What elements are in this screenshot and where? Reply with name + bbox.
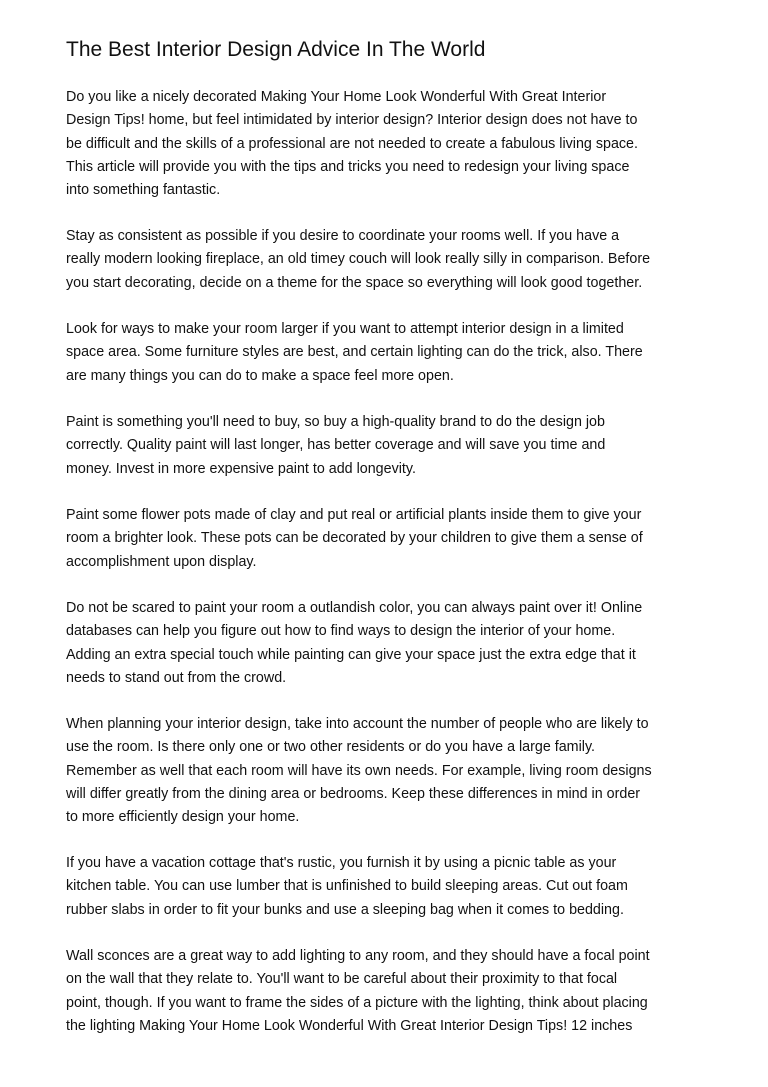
paragraph-line: kitchen table. You can use lumber that is unfinished to build sleeping areas. Cut out foam [66,878,628,895]
paragraph-line: be difficult and the skills of a professional are not needed to create a fabulous living space. [66,135,638,152]
paragraph-line: space area. Some furniture styles are best, and certain lighting can do the trick, also. There [66,344,643,361]
paragraph-line: Remember as well that each room will have its own needs. For example, living room designs [66,762,652,779]
paragraph [66,852,628,922]
paragraph-line: to more efficiently design your home. [66,809,300,825]
paragraph-line: the lighting Making Your Home Look Wonderful With Great Interior Design Tips! 12 inches [66,1017,633,1034]
paragraph [66,713,652,829]
paragraph-line: really modern looking fireplace, an old timey couch will look really silly in comparison. Before [66,251,651,268]
paragraph-line: point, though. If you want to frame the sides of a picture with the lighting, think about placing [66,994,648,1011]
paragraph-line: This article will provide you with the tips and tricks you need to redesign your living space [66,158,630,175]
paragraph [66,318,643,388]
paragraph-line: databases can help you figure out how to find ways to design the interior of your home. [66,623,616,640]
paragraph-line: Wall sconces are a great way to add lighting to any room, and they should have a focal point [66,948,650,964]
paragraph-line: Look for ways to make your room larger if you want to attempt interior design in a limited [66,321,624,337]
paragraph-line: Paint is something you'll need to buy, so buy a high-quality brand to do the design job [66,414,605,430]
paragraph-line: into something fantastic. [66,182,221,198]
paragraph-line: will differ greatly from the dining area or bedrooms. Keep these differences in mind in order [66,785,641,802]
paragraph [66,225,650,295]
paragraph-line: Do you like a nicely decorated Making Your Home Look Wonderful With Great Interior [66,89,607,105]
paragraph-line: Adding an extra special touch while painting can give your space just the extra edge that it [66,646,636,663]
paragraph-line: accomplishment upon display. [66,553,257,570]
paragraph-line: If you have a vacation cottage that's rustic, you furnish it by using a picnic table as your [66,855,617,871]
paragraph-line: room a brighter look. These pots can be decorated by your children to give them a sense of [66,530,643,547]
paragraph-line: Do not be scared to paint your room a outlandish color, you can always paint over it! Online [66,600,643,616]
paragraph-line: Design Tips! home, but feel intimidated by interior design? Interior design does not have to [66,112,638,129]
paragraph [66,597,642,690]
paragraph-line: rubber slabs in order to fit your bunks and use a sleeping bag when it comes to bedding. [66,901,624,918]
paragraph [66,945,650,1038]
paragraph-line: correctly. Quality paint will last longer, has better coverage and will save you time and [66,437,606,454]
paragraph-line: use the room. Is there only one or two other residents or do you have a large family. [66,739,595,756]
paragraph-line: on the wall that they relate to. You'll want to be careful about their proximity to that focal [66,971,618,988]
paragraph-line: needs to stand out from the crowd. [66,669,287,686]
paragraph-line: you start decorating, decide on a theme for the space so everything will look good together. [66,274,643,291]
page-title: The Best Interior Design Advice In The World [66,38,486,61]
paragraph-line: are many things you can do to make a space feel more open. [66,367,454,384]
paragraph-line: Stay as consistent as possible if you desire to coordinate your rooms well. If you have a [66,228,620,244]
paragraph [66,86,638,202]
paragraph-line: Paint some flower pots made of clay and put real or artificial plants inside them to give your [66,507,642,523]
paragraph-line: When planning your interior design, take into account the number of people who are likely to [66,716,649,732]
paragraph [66,504,643,574]
paragraph [66,411,605,481]
paragraph-line: money. Invest in more expensive paint to add longevity. [66,460,416,477]
